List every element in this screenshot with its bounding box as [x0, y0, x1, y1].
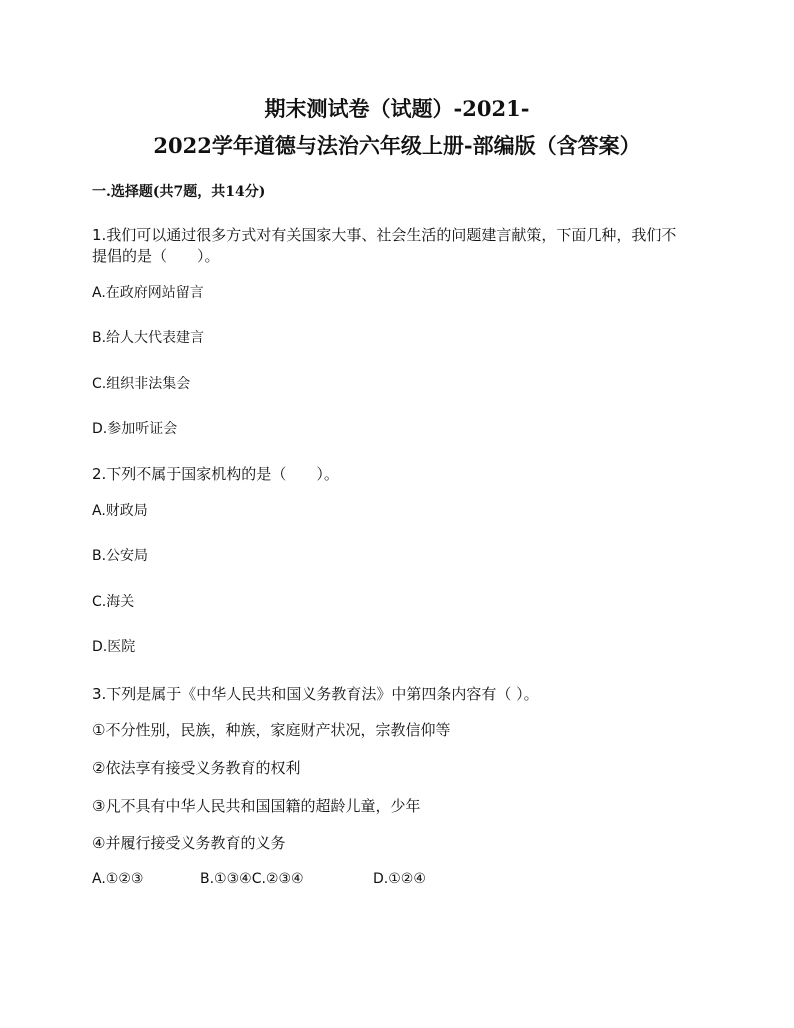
title-line-2: 2022学年道德与法治六年级上册-部编版（含答案） — [153, 133, 641, 158]
q3-option-b-c: B.①③④C.②③④ — [200, 871, 304, 887]
q2-option-c: C.海关 — [92, 594, 135, 610]
title-line-1: 期末测试卷（试题）-2021- — [264, 96, 530, 121]
q3-item-4: ④并履行接受义务教育的义务 — [92, 834, 286, 852]
q3-item-1: ①不分性别，民族，种族，家庭财产状况，宗教信仰等 — [92, 721, 451, 739]
q3-item-3: ③凡不具有中华人民共和国国籍的超龄儿童，少年 — [92, 797, 421, 815]
q2-option-b: B.公安局 — [92, 548, 149, 564]
q1-option-d: D.参加听证会 — [92, 421, 178, 437]
q1-option-a: A.在政府网站留言 — [92, 285, 204, 301]
q3-option-a: A.①②③ — [92, 871, 144, 887]
q3-item-2: ②依法享有接受义务教育的权利 — [92, 759, 301, 777]
q1-option-b: B.给人大代表建言 — [92, 330, 205, 346]
section-heading: 一.选择题(共7题，共14分) — [92, 184, 266, 200]
q2-option-d: D.医院 — [92, 639, 136, 655]
q1-stem-line-1: 1.我们可以通过很多方式对有关国家大事、社会生活的问题建言献策，下面几种，我们不 — [92, 226, 677, 244]
q1-option-c: C.组织非法集会 — [92, 376, 191, 392]
q2-option-a: A.财政局 — [92, 503, 148, 519]
q3-option-d: D.①②④ — [373, 871, 426, 887]
q3-stem: 3.下列是属于《中华人民共和国义务教育法》中第四条内容有（ ）。 — [92, 685, 539, 703]
q1-stem-line-2: 提倡的是（ ）。 — [92, 247, 220, 265]
q2-stem: 2.下列不属于国家机构的是（ ）。 — [92, 465, 339, 483]
